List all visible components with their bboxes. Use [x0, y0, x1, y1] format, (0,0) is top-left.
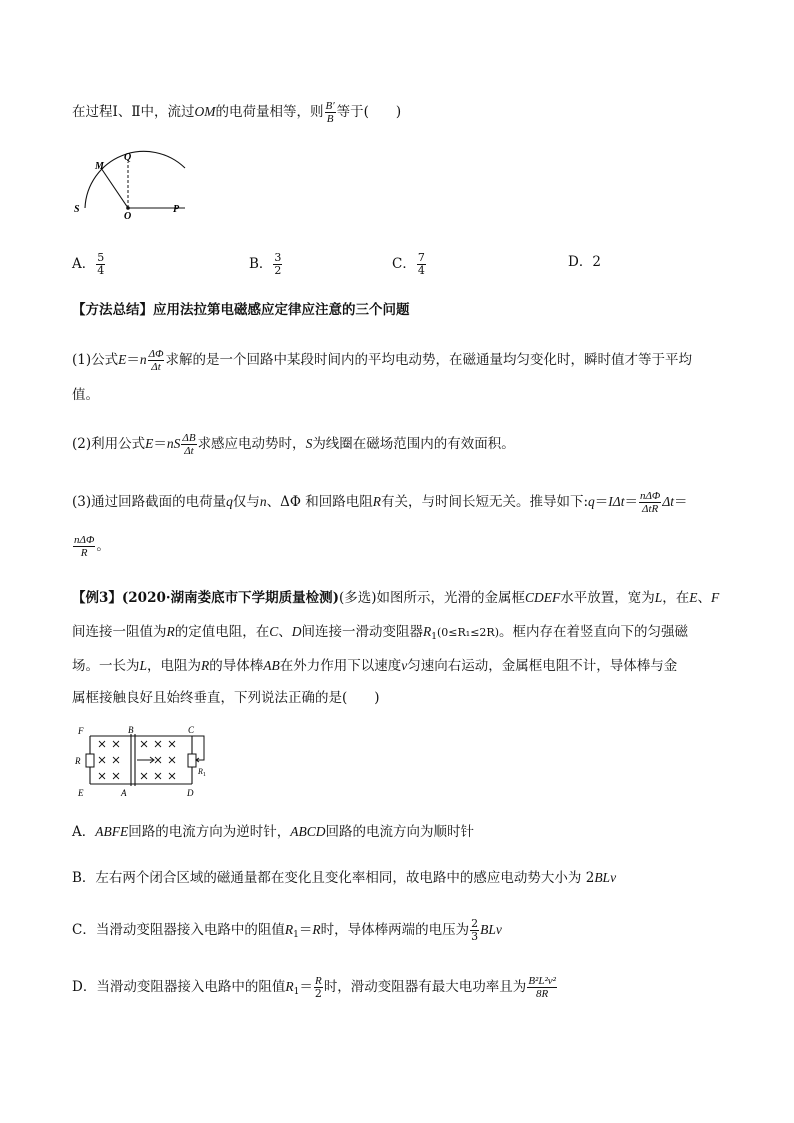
- label-b: B: [128, 725, 134, 735]
- summary-p1-line2: 值。: [72, 387, 99, 403]
- summary-title: 【方法总结】应用法拉第电磁感应定律应注意的三个问题: [72, 302, 410, 318]
- label-d: D: [187, 788, 194, 798]
- label-q: Q: [124, 152, 132, 163]
- ex3-line1: 【例3】(2020·湖南娄底市下学期质量检测)(多选)如图所示，光滑的金属框CDEF水平放置，宽为L，在E、F: [72, 590, 720, 606]
- ex3-option-d[interactable]: D．当滑动变阻器接入电路中的阻值$R_1=$ $\frac{R}{2}$ 时，滑动变阻器有最大电功率且为 $\frac{\text{B²L²v²}}{8R}$: [72, 975, 556, 1000]
- summary-p1-line1: (1)公式E＝n $\frac{\Delta\Phi}{\Delta t}$ 求解的是一个回路中某段时间内的平均电动势，在磁通量均匀变化时，瞬时值才等于平均: [72, 348, 692, 373]
- fraction: $\frac{\text{nΔΦ}}{R}$: [74, 534, 95, 559]
- stem-text: 的电荷量相等，则: [215, 104, 324, 120]
- summary-p2: (2)利用公式E＝nS $\frac{\Delta B}{\Delta t}$ 求感应电动势时，S为线圈在磁场范围内的有效面积。: [72, 432, 515, 457]
- ex3-line3: 场。一长为L，电阻为R的导体棒AB在外力作用下以速度v匀速向右运动，金属框电阻不计，导体棒与金: [72, 658, 678, 674]
- option-a[interactable]: A． $\frac{5}{4}$: [72, 251, 105, 277]
- stem-text: 在过程Ⅰ、Ⅱ中，流过: [72, 104, 195, 120]
- fraction: $\frac{2}{3}$: [471, 917, 479, 943]
- option-d[interactable]: D．2: [568, 254, 601, 270]
- var-om: OM: [194, 104, 216, 119]
- label-c: C: [188, 725, 195, 735]
- ratio-fraction: $\frac{B'}{B}$: [325, 100, 335, 125]
- option-b[interactable]: B． $\frac{3}{2}$: [249, 251, 282, 277]
- summary-p3-line1: (3)通过回路截面的电荷量q仅与n、ΔΦ 和回路电阻R有关，与时间长短无关。推导如下:q＝IΔt＝ $\frac{\text{nΔΦ}}{\text{ΔtR}}$ Δt＝: [72, 490, 688, 515]
- option-c[interactable]: C． $\frac{7}{4}$: [392, 251, 425, 277]
- circuit-figure: [70, 724, 220, 800]
- label-p: P: [173, 204, 180, 215]
- label-a: A: [121, 788, 127, 798]
- label-r1: $R_1$: [198, 767, 206, 778]
- ex3-line4: 属框接触良好且始终垂直，下列说法正确的是( ): [72, 690, 380, 706]
- fraction: $\frac{R}{2}$: [314, 975, 322, 1000]
- summary-p3-line2: $\frac{\text{nΔΦ}}{R}$ 。: [74, 534, 110, 559]
- label-o: O: [124, 211, 132, 220]
- label-f: F: [78, 726, 84, 736]
- fraction: $\frac{\text{nΔΦ}}{\text{ΔtR}}$: [639, 490, 661, 515]
- label-s: S: [74, 204, 80, 215]
- label-e: E: [78, 788, 84, 798]
- ex3-option-a[interactable]: A．ABFE回路的电流方向为逆时针，ABCD回路的电流方向为顺时针: [72, 824, 474, 840]
- example-tag: 【例3】: [72, 590, 122, 606]
- semicircle-figure: [68, 148, 188, 220]
- ex3-option-c[interactable]: C．当滑动变阻器接入电路中的阻值$R_1=R$时，导体棒两端的电压为 $\frac{2}{3}$ BLv: [72, 917, 502, 943]
- label-m: M: [95, 161, 104, 172]
- ex3-option-b[interactable]: B．左右两个闭合区域的磁通量都在变化且变化率相同，故电路中的感应电动势大小为 2BLv: [72, 870, 617, 886]
- fraction: $\frac{\Delta B}{\Delta t}$: [182, 432, 196, 457]
- ex3-line2: 间连接一阻值为R的定值电阻，在C、D间连接一滑动变阻器$R_1(0\le R_1\le 2R)$。框内存在着竖直向下的匀强磁: [72, 624, 688, 642]
- example-source: (2020·湖南娄底市下学期质量检测): [121, 590, 339, 606]
- q1-stem: [72, 100, 401, 125]
- stem-text: 等于( ): [336, 104, 402, 120]
- label-r: R: [75, 756, 81, 766]
- fraction: $\frac{\text{B²L²v²}}{8R}$: [528, 975, 556, 1000]
- fraction: $\frac{\Delta\Phi}{\Delta t}$: [148, 348, 164, 373]
